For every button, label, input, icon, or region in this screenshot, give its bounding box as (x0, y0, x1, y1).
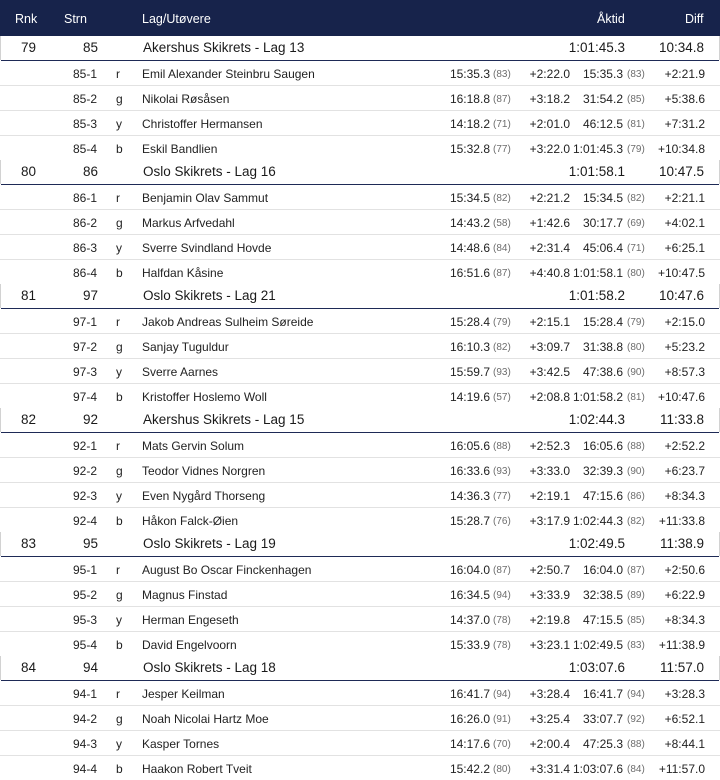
leg-bib: 94-1 (73, 687, 98, 701)
leg-time: 15:35.3 (449, 67, 490, 81)
leg-rank: (76) (493, 516, 511, 527)
cum-rank: (80) (627, 268, 645, 279)
leg-rank: (93) (493, 367, 511, 378)
leg-rank: (87) (493, 565, 511, 576)
cum-time: 47:38.6 (582, 365, 623, 379)
cum-time: 16:05.6 (582, 439, 623, 453)
leg-bib: 95-4 (73, 638, 98, 652)
cum-diff: +10:34.8 (657, 142, 705, 156)
cum-diff: +4:02.1 (664, 216, 705, 230)
team-rank: 80 (21, 164, 37, 179)
team-row[interactable] (0, 160, 720, 184)
athlete-name[interactable]: Markus Arfvedahl (142, 216, 235, 230)
leg-diff: +2:00.4 (529, 737, 570, 751)
athlete-name[interactable]: Nikolai Røsåsen (142, 92, 230, 106)
leg-diff: +2:15.1 (529, 315, 570, 329)
cum-diff: +2:15.0 (664, 315, 705, 329)
leg-time: 15:42.2 (449, 762, 490, 776)
team-row[interactable] (0, 36, 720, 60)
leg-row[interactable] (0, 185, 720, 209)
team-bib: 97 (83, 288, 99, 303)
cum-time: 31:38.8 (582, 340, 623, 354)
cum-time: 1:02:44.3 (572, 514, 623, 528)
leg-time: 14:17.6 (449, 737, 490, 751)
table-header (0, 0, 720, 36)
team-time: 1:02:44.3 (568, 412, 625, 427)
athlete-name[interactable]: Emil Alexander Steinbru Saugen (142, 67, 315, 81)
header-bib[interactable]: Strn (64, 12, 87, 26)
leg-row[interactable] (0, 756, 720, 780)
cum-time: 30:17.7 (582, 216, 623, 230)
leg-diff: +3:17.9 (529, 514, 570, 528)
header-rank[interactable]: Rnk (15, 12, 38, 26)
team-row[interactable] (0, 532, 720, 556)
leg-color: b (116, 762, 123, 776)
leg-bib: 94-2 (73, 712, 98, 726)
cum-diff: +10:47.5 (657, 266, 705, 280)
cum-diff: +2:50.6 (664, 563, 705, 577)
team-name[interactable]: Oslo Skikrets - Lag 16 (143, 164, 276, 179)
leg-bib: 92-1 (73, 439, 98, 453)
cum-diff: +6:25.1 (664, 241, 705, 255)
table-body (0, 36, 720, 780)
leg-diff: +3:09.7 (529, 340, 570, 354)
cum-rank: (85) (627, 615, 645, 626)
cum-time: 15:28.4 (582, 315, 623, 329)
leg-row[interactable] (0, 632, 720, 656)
leg-bib: 95-1 (73, 563, 98, 577)
team-time: 1:03:07.6 (568, 660, 625, 675)
leg-row[interactable] (0, 111, 720, 135)
athlete-name[interactable]: Christoffer Hermansen (142, 117, 263, 131)
leg-rank: (79) (493, 317, 511, 328)
leg-color: g (116, 340, 123, 354)
leg-row[interactable] (0, 681, 720, 705)
leg-color: y (116, 489, 122, 503)
leg-diff: +2:01.0 (529, 117, 570, 131)
cum-diff: +5:23.2 (664, 340, 705, 354)
leg-diff: +3:22.0 (529, 142, 570, 156)
athlete-name[interactable]: Even Nygård Thorseng (142, 489, 266, 503)
cum-rank: (87) (627, 565, 645, 576)
cum-diff: +2:21.9 (664, 67, 705, 81)
leg-rank: (70) (493, 739, 511, 750)
leg-color: b (116, 390, 123, 404)
cum-time: 1:02:49.5 (572, 638, 623, 652)
leg-row[interactable] (0, 359, 720, 383)
leg-diff: +3:28.4 (529, 687, 570, 701)
leg-bib: 86-3 (73, 241, 98, 255)
cum-diff: +6:22.9 (664, 588, 705, 602)
leg-row[interactable] (0, 136, 720, 160)
leg-bib: 94-4 (73, 762, 98, 776)
leg-diff: +3:23.1 (529, 638, 570, 652)
leg-color: y (116, 241, 122, 255)
leg-bib: 86-1 (73, 191, 98, 205)
cum-rank: (81) (627, 392, 645, 403)
leg-color: r (116, 687, 120, 701)
leg-time: 14:48.6 (449, 241, 490, 255)
leg-time: 14:37.0 (449, 613, 490, 627)
cum-diff: +2:21.1 (664, 191, 705, 205)
athlete-name[interactable]: August Bo Oscar Finckenhagen (142, 563, 312, 577)
leg-time: 14:18.2 (449, 117, 490, 131)
cum-rank: (86) (627, 491, 645, 502)
team-diff: 11:33.8 (659, 412, 704, 427)
cum-rank: (71) (627, 243, 645, 254)
cum-rank: (82) (627, 516, 645, 527)
leg-row[interactable] (0, 458, 720, 482)
team-time: 1:02:49.5 (568, 536, 625, 551)
team-bib: 85 (83, 40, 99, 55)
athlete-name[interactable]: Magnus Finstad (142, 588, 228, 602)
team-bib: 86 (83, 164, 99, 179)
leg-row[interactable] (0, 334, 720, 358)
leg-color: r (116, 191, 120, 205)
team-time: 1:01:58.2 (568, 288, 625, 303)
leg-rank: (57) (493, 392, 511, 403)
leg-diff: +3:18.2 (529, 92, 570, 106)
cum-rank: (84) (627, 764, 645, 775)
cum-rank: (90) (627, 367, 645, 378)
leg-rank: (83) (493, 69, 511, 80)
leg-time: 15:28.7 (449, 514, 490, 528)
athlete-name[interactable]: Halfdan Kåsine (142, 266, 224, 280)
leg-bib: 92-4 (73, 514, 98, 528)
leg-row[interactable] (0, 235, 720, 259)
team-diff: 10:47.5 (658, 164, 704, 179)
athlete-name[interactable]: David Engelvoorn (142, 638, 237, 652)
athlete-name[interactable]: Mats Gervin Solum (142, 439, 245, 453)
leg-row[interactable] (0, 309, 720, 333)
cum-rank: (85) (627, 94, 645, 105)
cum-rank: (69) (627, 218, 645, 229)
team-rank: 81 (21, 288, 37, 303)
team-name[interactable]: Oslo Skikrets - Lag 21 (143, 288, 276, 303)
athlete-name[interactable]: Sverre Aarnes (142, 365, 219, 379)
cum-time: 46:12.5 (582, 117, 623, 131)
cum-time: 15:34.5 (582, 191, 623, 205)
leg-row[interactable] (0, 86, 720, 110)
leg-row[interactable] (0, 607, 720, 631)
leg-rank: (82) (493, 342, 511, 353)
leg-bib: 97-4 (73, 390, 98, 404)
leg-bib: 85-1 (73, 67, 98, 81)
leg-color: y (116, 117, 122, 131)
team-diff: 11:57.0 (659, 660, 704, 675)
leg-diff: +2:19.8 (529, 613, 570, 627)
leg-bib: 86-2 (73, 216, 98, 230)
leg-color: g (116, 712, 123, 726)
athlete-name[interactable]: Herman Engeseth (142, 613, 239, 627)
team-rank: 79 (21, 40, 37, 55)
leg-rank: (77) (493, 491, 511, 502)
team-diff: 10:34.8 (658, 40, 704, 55)
leg-bib: 97-2 (73, 340, 98, 354)
leg-diff: +2:31.4 (529, 241, 570, 255)
team-row[interactable] (0, 408, 720, 432)
leg-diff: +3:33.0 (529, 464, 570, 478)
cum-diff: +5:38.6 (664, 92, 705, 106)
leg-rank: (80) (493, 764, 511, 775)
leg-color: g (116, 588, 123, 602)
leg-diff: +2:50.7 (529, 563, 570, 577)
leg-row[interactable] (0, 582, 720, 606)
leg-rank: (78) (493, 640, 511, 651)
cum-rank: (90) (627, 466, 645, 477)
leg-row[interactable] (0, 210, 720, 234)
leg-time: 15:34.5 (449, 191, 490, 205)
cum-time: 47:25.3 (582, 737, 623, 751)
leg-row[interactable] (0, 731, 720, 755)
leg-rank: (84) (493, 243, 511, 254)
team-diff: 11:38.9 (659, 536, 704, 551)
leg-rank: (93) (493, 466, 511, 477)
cum-rank: (88) (627, 441, 645, 452)
athlete-name[interactable]: Kasper Tornes (142, 737, 220, 751)
leg-rank: (94) (493, 590, 511, 601)
cum-time: 16:04.0 (582, 563, 623, 577)
leg-rank: (91) (493, 714, 511, 725)
leg-time: 15:28.4 (449, 315, 490, 329)
athlete-name[interactable]: Håkon Falck-Øien (142, 514, 239, 528)
leg-diff: +1:42.6 (529, 216, 570, 230)
leg-rank: (78) (493, 615, 511, 626)
cum-time: 32:39.3 (582, 464, 623, 478)
leg-time: 14:43.2 (449, 216, 490, 230)
leg-time: 16:51.6 (449, 266, 490, 280)
leg-bib: 97-1 (73, 315, 98, 329)
header-name[interactable]: Lag/Utøvere (142, 12, 211, 26)
athlete-name[interactable]: Eskil Bandlien (142, 142, 218, 156)
leg-row[interactable] (0, 508, 720, 532)
leg-row[interactable] (0, 61, 720, 85)
cum-diff: +7:31.2 (664, 117, 705, 131)
leg-time: 16:41.7 (449, 687, 490, 701)
header-active-time[interactable]: Åktid (597, 12, 625, 26)
leg-bib: 95-3 (73, 613, 98, 627)
leg-time: 15:32.8 (449, 142, 490, 156)
leg-bib: 97-3 (73, 365, 98, 379)
team-rank: 82 (21, 412, 37, 427)
athlete-name[interactable]: Benjamin Olav Sammut (142, 191, 269, 205)
cum-time: 32:38.5 (582, 588, 623, 602)
cum-rank: (82) (627, 193, 645, 204)
leg-diff: +4:40.8 (529, 266, 570, 280)
cum-time: 47:15.5 (582, 613, 623, 627)
team-row[interactable] (0, 284, 720, 308)
cum-time: 1:01:45.3 (572, 142, 623, 156)
leg-bib: 85-2 (73, 92, 98, 106)
leg-color: b (116, 514, 123, 528)
leg-row[interactable] (0, 433, 720, 457)
leg-time: 15:59.7 (449, 365, 490, 379)
leg-rank: (82) (493, 193, 511, 204)
leg-rank: (87) (493, 94, 511, 105)
leg-color: y (116, 365, 122, 379)
cum-rank: (83) (627, 69, 645, 80)
cum-diff: +8:34.3 (664, 489, 705, 503)
leg-diff: +2:52.3 (529, 439, 570, 453)
leg-color: r (116, 315, 120, 329)
athlete-name[interactable]: Jakob Andreas Sulheim Søreide (142, 315, 314, 329)
team-time: 1:01:45.3 (568, 40, 625, 55)
athlete-name[interactable]: Haakon Robert Tveit (142, 762, 252, 776)
leg-diff: +2:08.8 (529, 390, 570, 404)
leg-time: 16:04.0 (449, 563, 490, 577)
cum-rank: (79) (627, 317, 645, 328)
cum-time: 45:06.4 (582, 241, 623, 255)
leg-color: g (116, 92, 123, 106)
leg-time: 14:19.6 (449, 390, 490, 404)
leg-bib: 92-2 (73, 464, 98, 478)
leg-time: 16:34.5 (449, 588, 490, 602)
leg-row[interactable] (0, 384, 720, 408)
cum-diff: +10:47.6 (657, 390, 705, 404)
leg-color: b (116, 142, 123, 156)
leg-bib: 95-2 (73, 588, 98, 602)
leg-time: 16:33.6 (449, 464, 490, 478)
cum-diff: +8:34.3 (664, 613, 705, 627)
cum-diff: +8:44.1 (664, 737, 705, 751)
team-time: 1:01:58.1 (568, 164, 625, 179)
leg-diff: +3:31.4 (529, 762, 570, 776)
cum-time: 1:01:58.1 (572, 266, 623, 280)
team-name[interactable]: Akershus Skikrets - Lag 13 (143, 40, 305, 55)
athlete-name[interactable]: Teodor Vidnes Norgren (142, 464, 266, 478)
cum-rank: (81) (627, 119, 645, 130)
leg-rank: (87) (493, 268, 511, 279)
leg-color: y (116, 737, 122, 751)
cum-diff: +2:52.2 (664, 439, 705, 453)
athlete-name[interactable]: Kristoffer Hoslemo Woll (142, 390, 267, 404)
cum-rank: (94) (627, 689, 645, 700)
cum-diff: +11:38.9 (658, 638, 705, 652)
team-bib: 95 (83, 536, 99, 551)
cum-time: 1:01:58.2 (572, 390, 623, 404)
cum-diff: +8:57.3 (664, 365, 705, 379)
leg-time: 14:36.3 (449, 489, 490, 503)
leg-rank: (71) (493, 119, 511, 130)
athlete-name[interactable]: Sanjay Tuguldur (142, 340, 229, 354)
cum-rank: (79) (627, 144, 645, 155)
cum-rank: (80) (627, 342, 645, 353)
cum-rank: (92) (627, 714, 645, 725)
leg-color: b (116, 266, 123, 280)
leg-row[interactable] (0, 557, 720, 581)
leg-diff: +3:33.9 (529, 588, 570, 602)
leg-bib: 85-3 (73, 117, 98, 131)
leg-color: y (116, 613, 122, 627)
leg-color: g (116, 216, 123, 230)
leg-diff: +2:19.1 (529, 489, 570, 503)
leg-diff: +2:22.0 (529, 67, 570, 81)
leg-row[interactable] (0, 260, 720, 284)
team-bib: 92 (83, 412, 99, 427)
cum-time: 31:54.2 (582, 92, 623, 106)
cum-diff: +6:52.1 (664, 712, 705, 726)
leg-time: 15:33.9 (449, 638, 490, 652)
leg-color: g (116, 464, 123, 478)
leg-diff: +3:25.4 (529, 712, 570, 726)
cum-rank: (88) (627, 739, 645, 750)
leg-bib: 85-4 (73, 142, 98, 156)
team-rank: 84 (21, 660, 37, 675)
cum-time: 16:41.7 (582, 687, 623, 701)
team-diff: 10:47.6 (658, 288, 704, 303)
cum-diff: +6:23.7 (664, 464, 705, 478)
cum-diff: +11:57.0 (658, 762, 705, 776)
leg-row[interactable] (0, 706, 720, 730)
leg-color: r (116, 563, 120, 577)
leg-color: b (116, 638, 123, 652)
cum-diff: +3:28.3 (664, 687, 705, 701)
leg-diff: +3:42.5 (529, 365, 570, 379)
leg-row[interactable] (0, 483, 720, 507)
leg-bib: 86-4 (73, 266, 98, 280)
leg-bib: 92-3 (73, 489, 98, 503)
cum-time: 1:03:07.6 (572, 762, 623, 776)
leg-rank: (88) (493, 441, 511, 452)
leg-time: 16:10.3 (449, 340, 490, 354)
team-row[interactable] (0, 656, 720, 680)
leg-color: r (116, 439, 120, 453)
leg-rank: (77) (493, 144, 511, 155)
team-name[interactable]: Oslo Skikrets - Lag 19 (143, 536, 276, 551)
leg-time: 16:26.0 (449, 712, 490, 726)
cum-rank: (83) (627, 640, 645, 651)
athlete-name[interactable]: Jesper Keilman (142, 687, 225, 701)
leg-diff: +2:21.2 (529, 191, 570, 205)
team-bib: 94 (83, 660, 99, 675)
athlete-name[interactable]: Noah Nicolai Hartz Moe (142, 712, 269, 726)
cum-time: 47:15.6 (582, 489, 623, 503)
cum-diff: +11:33.8 (658, 514, 705, 528)
team-rank: 83 (21, 536, 37, 551)
team-name[interactable]: Akershus Skikrets - Lag 15 (143, 412, 305, 427)
leg-time: 16:05.6 (449, 439, 490, 453)
leg-rank: (94) (493, 689, 511, 700)
athlete-name[interactable]: Sverre Svindland Hovde (142, 241, 272, 255)
cum-rank: (89) (627, 590, 645, 601)
leg-rank: (58) (493, 218, 511, 229)
cum-time: 15:35.3 (582, 67, 623, 81)
header-diff[interactable]: Diff (685, 12, 704, 26)
leg-color: r (116, 67, 120, 81)
leg-time: 16:18.8 (449, 92, 490, 106)
cum-time: 33:07.7 (582, 712, 623, 726)
team-name[interactable]: Oslo Skikrets - Lag 18 (143, 660, 276, 675)
leg-bib: 94-3 (73, 737, 98, 751)
